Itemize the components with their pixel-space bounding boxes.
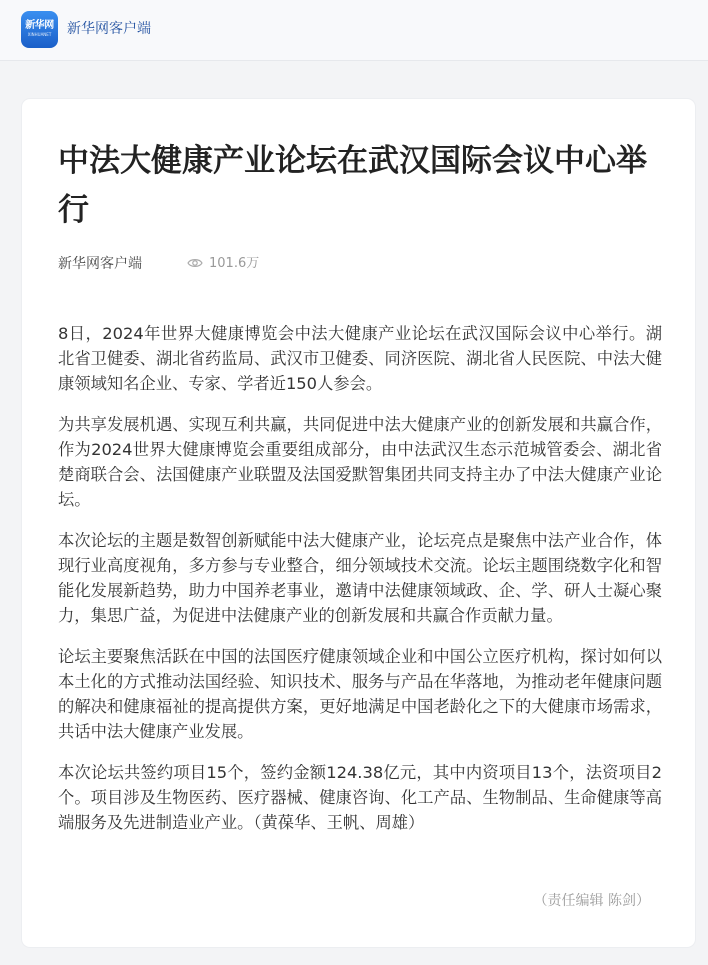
article-title: 中法大健康产业论坛在武汉国际会议中心举行 — [58, 143, 647, 228]
view-count — [187, 255, 259, 273]
paragraph: 论坛主要聚焦活跃在中国的法国医疗健康领域企业和中国公立医疗机构，探讨如何以本土化的方式推动法国经验、知识技术、服务与产品在华落地，为推动老年健康问题的解决和健康福祉的提高提供方案，更好地满足中国老龄化之下的大健康市场需求，共话中法大健康产业发展。 — [58, 647, 662, 741]
paragraph: 8日，2024年世界大健康博览会中法大健康产业论坛在武汉国际会议中心举行。湖北省卫健委、湖北省药监局、武汉市卫健委、同济医院、湖北省人民医院、中法大健康领域知名企业、专家、学者近150人参会。 — [58, 324, 662, 393]
top-bar — [0, 0, 708, 61]
eye-icon — [187, 257, 203, 269]
paragraph: 本次论坛共签约项目15个，签约金额124.38亿元，其中内资项目13个，法资项目2个。项目涉及生物医药、医疗器械、健康咨询、化工产品、生物制品、生命健康等高端服务及先进制造业产业。（黄葆华、王帆、周雄） — [58, 763, 662, 832]
paragraph: 本次论坛的主题是数智创新赋能中法大健康产业，论坛亮点是聚焦中法产业合作，体现行业高度视角，多方参与专业整合，细分领域技术交流。论坛主题围绕数字化和智能化发展新趋势，助力中国养老事业，邀请中法健康领域政、企、学、研人士凝心聚力，集思广益，为促进中法健康产业的创新发展和共赢合作贡献力量。 — [58, 531, 662, 625]
paragraph: 为共享发展机遇、实现互利共赢，共同促进中法大健康产业的创新发展和共赢合作，作为2024世界大健康博览会重要组成部分，由中法武汉生态示范城管委会、湖北省楚商联合会、法国健康产业联盟及法国爱默智集团共同支持主办了中法大健康产业论坛。 — [58, 415, 662, 509]
view-count-value: 101.6万 — [209, 256, 260, 271]
app-name[interactable]: 新华网客户端 — [67, 21, 151, 37]
responsible-editor: （责任编辑 陈剑） — [533, 893, 650, 909]
logo-text: 新华网 — [25, 20, 54, 31]
article-body — [58, 321, 662, 851]
logo-subtext: XINHUANET — [27, 32, 52, 37]
article-source: 新华网客户端 — [58, 256, 142, 272]
xinhuanet-logo[interactable] — [21, 11, 58, 48]
